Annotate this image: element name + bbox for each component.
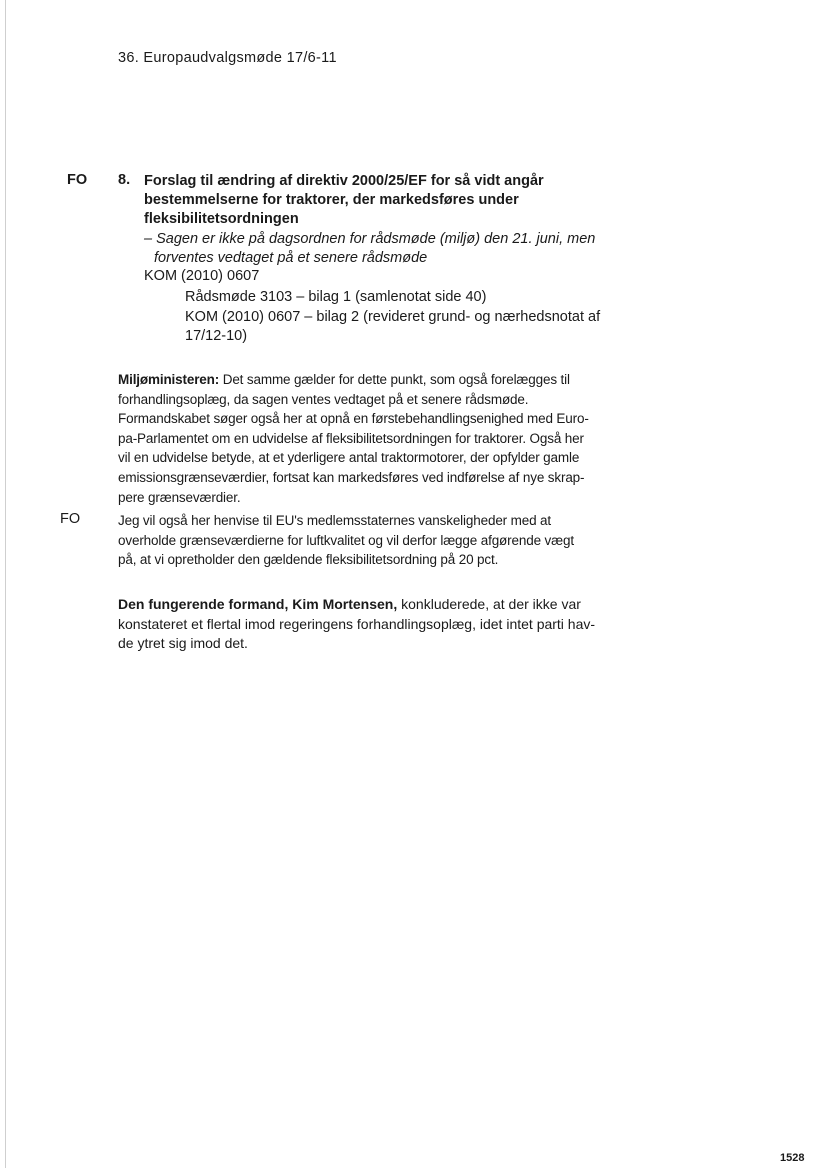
agenda-item-title xyxy=(144,172,584,229)
agenda-note xyxy=(144,230,604,268)
speaker-name: Den fungerende formand, Kim Mortensen, xyxy=(118,596,398,612)
conclusion-line: konkluderede, at der ikke var xyxy=(397,596,581,612)
reference-line: KOM (2010) 0607 – bilag 2 (revideret grund- og nærhedsnotat af xyxy=(185,308,601,325)
minister-statement-continued xyxy=(118,511,598,570)
page-number: 1528 xyxy=(780,1152,805,1164)
document-references xyxy=(185,288,605,347)
speaker-name: Miljøministeren: xyxy=(118,372,220,387)
statement-line: emissionsgrænseværdier, fortsat kan markedsføres ved indførelse af nye skrap- xyxy=(118,469,585,485)
title-line: fleksibilitetsordningen xyxy=(144,211,299,227)
statement-line: Jeg vil også her henvise til EU's medlemsstaternes vanskeligheder med at xyxy=(118,513,551,528)
chair-conclusion xyxy=(118,595,598,654)
title-line: Forslag til ændring af direktiv 2000/25/EF for så vidt angår xyxy=(144,173,544,189)
statement-line: overholde grænseværdierne for luftkvalitet og vil derfor lægge afgørende vægt xyxy=(118,532,574,548)
statement-line: pa-Parlamentet om en udvidelse af fleksibilitetsordningen for traktorer. Også her xyxy=(118,430,584,446)
agenda-item-number: 8. xyxy=(118,172,131,188)
reference-line: Rådsmøde 3103 – bilag 1 (samlenotat side 40) xyxy=(185,289,487,305)
statement-line: pere grænseværdier. xyxy=(118,489,241,505)
margin-mark-fo: FO xyxy=(60,511,81,527)
statement-line: Det samme gælder for dette punkt, som også forelægges til xyxy=(219,372,570,387)
conclusion-line: konstateret et flertal imod regeringens forhandlingsoplæg, idet intet parti hav- xyxy=(118,615,596,632)
margin-mark-fo: FO xyxy=(67,172,88,188)
note-line: – Sagen er ikke på dagsordnen for rådsmøde (miljø) den 21. juni, men xyxy=(144,231,596,247)
page-edge-line xyxy=(5,0,6,1168)
document-header: 36. Europaudvalgsmøde 17/6-11 xyxy=(118,50,337,66)
reference-line: 17/12-10) xyxy=(185,328,248,344)
note-line: forventes vedtaget på et senere rådsmøde xyxy=(154,250,428,266)
statement-line: Formandskabet søger også her at opnå en førstebehandlingsenighed med Euro- xyxy=(118,411,589,427)
statement-line: på, at vi opretholder den gældende fleksibilitetsordning på 20 pct. xyxy=(118,552,499,568)
statement-line: forhandlingsoplæg, da sagen ventes vedtaget på et senere rådsmøde. xyxy=(118,391,529,407)
conclusion-line: de ytret sig imod det. xyxy=(118,635,248,652)
minister-statement xyxy=(118,370,598,507)
kom-reference: KOM (2010) 0607 xyxy=(144,268,260,284)
title-line: bestemmelserne for traktorer, der markedsføres under xyxy=(144,192,519,208)
statement-line: vil en udvidelse betyde, at et yderligere antal traktormotorer, der opfylder gamle xyxy=(118,450,580,466)
